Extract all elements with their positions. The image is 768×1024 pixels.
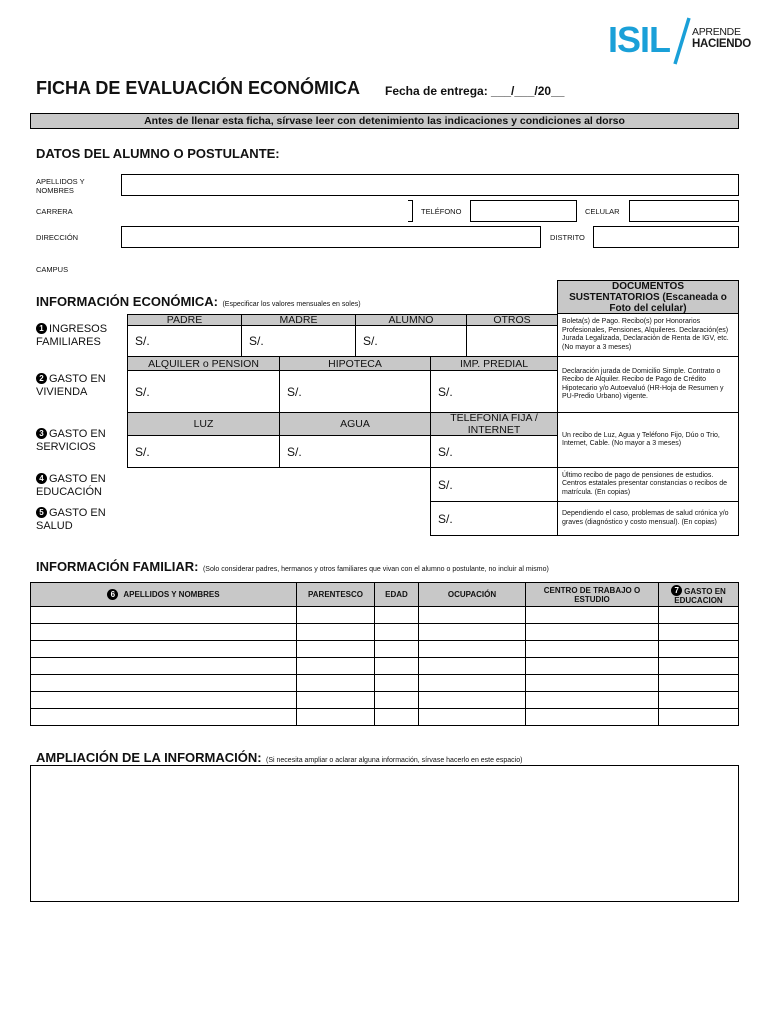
family-table-cell[interactable] [374, 708, 419, 726]
mobile-input[interactable] [629, 200, 739, 222]
health-field[interactable]: S/. [430, 501, 558, 536]
family-table-cell[interactable] [374, 640, 419, 658]
number-2-icon: 2 [36, 373, 47, 384]
extra-note: (Si necesita ampliar o aclarar alguna información, sírvase hacerlo en este espacio) [266, 757, 523, 764]
campus-label: CAMPUS [36, 265, 69, 274]
family-col-work: CENTRO DE TRABAJO O ESTUDIO [525, 582, 659, 607]
income-row-label [36, 323, 107, 349]
family-table-cell[interactable] [418, 708, 526, 726]
income-others-field[interactable] [466, 325, 558, 357]
education-docs: Último recibo de pago de pensiones de estudios. Centros estatales presentar constancias o recibos de matrícula. (En copias) [557, 467, 739, 502]
docs-header-text: DOCUMENTOS SUSTENTATORIOS (Escaneada o Foto del celular) [569, 280, 727, 314]
mobile-label: CELULAR [585, 207, 620, 216]
extra-info-textarea[interactable] [30, 765, 739, 902]
education-row-label [36, 473, 106, 499]
family-table-cell[interactable] [525, 623, 659, 641]
housing-docs: Declaración jurada de Domicilio Simple. Contrato o Recibo de Alquiler. Recibo de Pago de Crédito Hipotecario y/o Autoevaluó (HR-Hoja de Resumen y PU-Predio Urbano) vigente. [557, 356, 739, 413]
housing-label-1: GASTO EN [49, 373, 106, 385]
logo-tag-1: APRENDE [692, 26, 741, 38]
education-field[interactable]: S/. [430, 467, 558, 502]
services-header-water: AGUA [279, 412, 431, 436]
education-label-1: GASTO EN [49, 473, 106, 485]
family-table-cell[interactable] [30, 606, 297, 624]
number-3-icon: 3 [36, 428, 47, 439]
family-col-names [30, 582, 297, 607]
family-table-cell[interactable] [30, 691, 297, 709]
family-table-cell[interactable] [525, 657, 659, 675]
isil-logo [608, 16, 751, 68]
family-col-education [658, 582, 739, 607]
names-input[interactable] [121, 174, 739, 196]
names-label [36, 177, 85, 195]
family-table-cell[interactable] [418, 674, 526, 692]
names-label-line-2: NOMBRES [36, 186, 74, 195]
page-title: FICHA DE EVALUACIÓN ECONÓMICA [36, 78, 360, 98]
family-note: (Solo considerar padres, hermanos y otros familiares que vivan con el alumno o postulante, no incluir al mismo) [202, 566, 549, 573]
delivery-date: Fecha de entrega: ___/___/20__ [385, 84, 565, 98]
housing-row-label [36, 373, 106, 399]
family-table-cell[interactable] [658, 657, 739, 675]
health-docs: Dependiendo el caso, problemas de salud crónica y/o graves (diagnóstico y costo mensual). (En copias) [557, 501, 739, 536]
services-row-label [36, 428, 106, 454]
housing-header-rent: ALQUILER o PENSION [127, 356, 280, 371]
number-5-icon: 5 [36, 507, 47, 518]
logo-slash-icon [672, 16, 692, 66]
income-label-2: FAMILIARES [36, 336, 101, 348]
family-table-cell[interactable] [30, 640, 297, 658]
economic-section-title [36, 293, 361, 311]
family-table-cell[interactable] [30, 674, 297, 692]
housing-header-mortgage: HIPOTECA [279, 356, 431, 371]
phone-label: TELÉFONO [421, 207, 462, 216]
family-table-cell[interactable] [296, 606, 375, 624]
income-docs: Boleta(s) de Pago. Recibo(s) por Honorarios Profesionales, Pensiones, Alquileres. Declaración(es) Jurada Legalizada, Declaración de Renta de IGV, etc. (No mayor a 3 meses) [557, 313, 739, 357]
family-table-cell[interactable] [418, 623, 526, 641]
family-table-cell[interactable] [296, 708, 375, 726]
family-table-cell[interactable] [30, 708, 297, 726]
family-table-cell[interactable] [658, 674, 739, 692]
services-header-phone: TELEFONIA FIJA / INTERNET [430, 412, 558, 436]
names-label-line-1: APELLIDOS Y [36, 177, 85, 186]
housing-rent-field[interactable]: S/. [127, 370, 280, 413]
family-table-cell[interactable] [658, 623, 739, 641]
family-table-cell[interactable] [296, 657, 375, 675]
career-input-bracket[interactable] [408, 200, 413, 222]
economic-note: (Especificar los valores mensuales en soles) [222, 301, 361, 308]
family-table-cell[interactable] [658, 640, 739, 658]
services-label-1: GASTO EN [49, 428, 106, 440]
family-table-cell[interactable] [525, 606, 659, 624]
income-header-student: ALUMNO [355, 314, 467, 326]
family-table-cell[interactable] [525, 691, 659, 709]
health-row-label [36, 507, 106, 533]
number-4-icon: 4 [36, 473, 47, 484]
family-table-cell[interactable] [525, 640, 659, 658]
housing-header-tax: IMP. PREDIAL [430, 356, 558, 371]
family-table-cell[interactable] [658, 691, 739, 709]
address-label: DIRECCIÓN [36, 233, 79, 242]
family-table-cell[interactable] [658, 606, 739, 624]
family-table-cell[interactable] [525, 674, 659, 692]
family-table-cell[interactable] [296, 691, 375, 709]
services-power-field[interactable]: S/. [127, 435, 280, 468]
income-mother-field[interactable]: S/. [241, 325, 356, 357]
services-docs: Un recibo de Luz, Agua y Teléfono Fijo, Dúo o Trio, Internet, Cable. (No mayor a 3 meses) [557, 412, 739, 468]
family-table-cell[interactable] [658, 708, 739, 726]
family-table-cell[interactable] [418, 640, 526, 658]
family-table-cell[interactable] [30, 623, 297, 641]
education-label-2: EDUCACIÓN [36, 486, 103, 498]
family-col-names-text: APELLIDOS Y NOMBRES [123, 590, 220, 599]
income-header-mother: MADRE [241, 314, 356, 326]
income-header-others: OTROS [466, 314, 558, 326]
family-table-cell[interactable] [525, 708, 659, 726]
housing-tax-field[interactable]: S/. [430, 370, 558, 413]
district-input[interactable] [593, 226, 739, 248]
logo-brand: ISIL [608, 19, 671, 60]
district-label: DISTRITO [550, 233, 585, 242]
student-section-title: DATOS DEL ALUMNO O POSTULANTE: [36, 146, 280, 161]
notice-text: Antes de llenar esta ficha, sírvase leer con detenimiento las indicaciones y condiciones al dorso [144, 115, 625, 127]
family-table-cell[interactable] [296, 640, 375, 658]
services-phone-field[interactable]: S/. [430, 435, 558, 468]
family-table-cell[interactable] [374, 674, 419, 692]
family-table-cell[interactable] [374, 657, 419, 675]
economic-title-text: INFORMACIÓN ECONÓMICA: [36, 294, 218, 309]
family-col-education-text: GASTO EN EDUCACION [674, 586, 726, 605]
services-water-field[interactable]: S/. [279, 435, 431, 468]
family-table-cell[interactable] [374, 623, 419, 641]
family-section-title [36, 558, 549, 576]
family-table-cell[interactable] [374, 691, 419, 709]
extra-title-text: AMPLIACIÓN DE LA INFORMACIÓN: [36, 750, 262, 765]
family-table-cell[interactable] [296, 623, 375, 641]
health-label-2: SALUD [36, 520, 73, 532]
family-col-job: OCUPACIÓN [418, 582, 526, 607]
family-table-cell[interactable] [296, 674, 375, 692]
income-header-father: PADRE [127, 314, 242, 326]
family-table-cell[interactable] [30, 657, 297, 675]
income-label-1: INGRESOS [49, 323, 108, 335]
family-col-relation: PARENTESCO [296, 582, 375, 607]
family-table-cell[interactable] [374, 606, 419, 624]
family-table-cell[interactable] [418, 657, 526, 675]
housing-mortgage-field[interactable]: S/. [279, 370, 431, 413]
family-table-cell[interactable] [418, 691, 526, 709]
income-father-field[interactable]: S/. [127, 325, 242, 357]
housing-label-2: VIVIENDA [36, 386, 88, 398]
services-header-power: LUZ [127, 412, 280, 436]
phone-input[interactable] [470, 200, 577, 222]
logo-tag-2: HACIENDO [692, 38, 751, 50]
notice-bar [30, 113, 739, 129]
career-label: CARRERA [36, 207, 73, 216]
income-student-field[interactable]: S/. [355, 325, 467, 357]
number-7-icon: 7 [671, 585, 682, 596]
services-label-2: SERVICIOS [36, 441, 96, 453]
docs-header [557, 280, 739, 314]
health-label-1: GASTO EN [49, 507, 106, 519]
number-1-icon: 1 [36, 323, 47, 334]
family-col-age: EDAD [374, 582, 419, 607]
family-table-cell[interactable] [418, 606, 526, 624]
address-input[interactable] [121, 226, 541, 248]
number-6-icon: 6 [107, 589, 118, 600]
family-title-text: INFORMACIÓN FAMILIAR: [36, 559, 199, 574]
